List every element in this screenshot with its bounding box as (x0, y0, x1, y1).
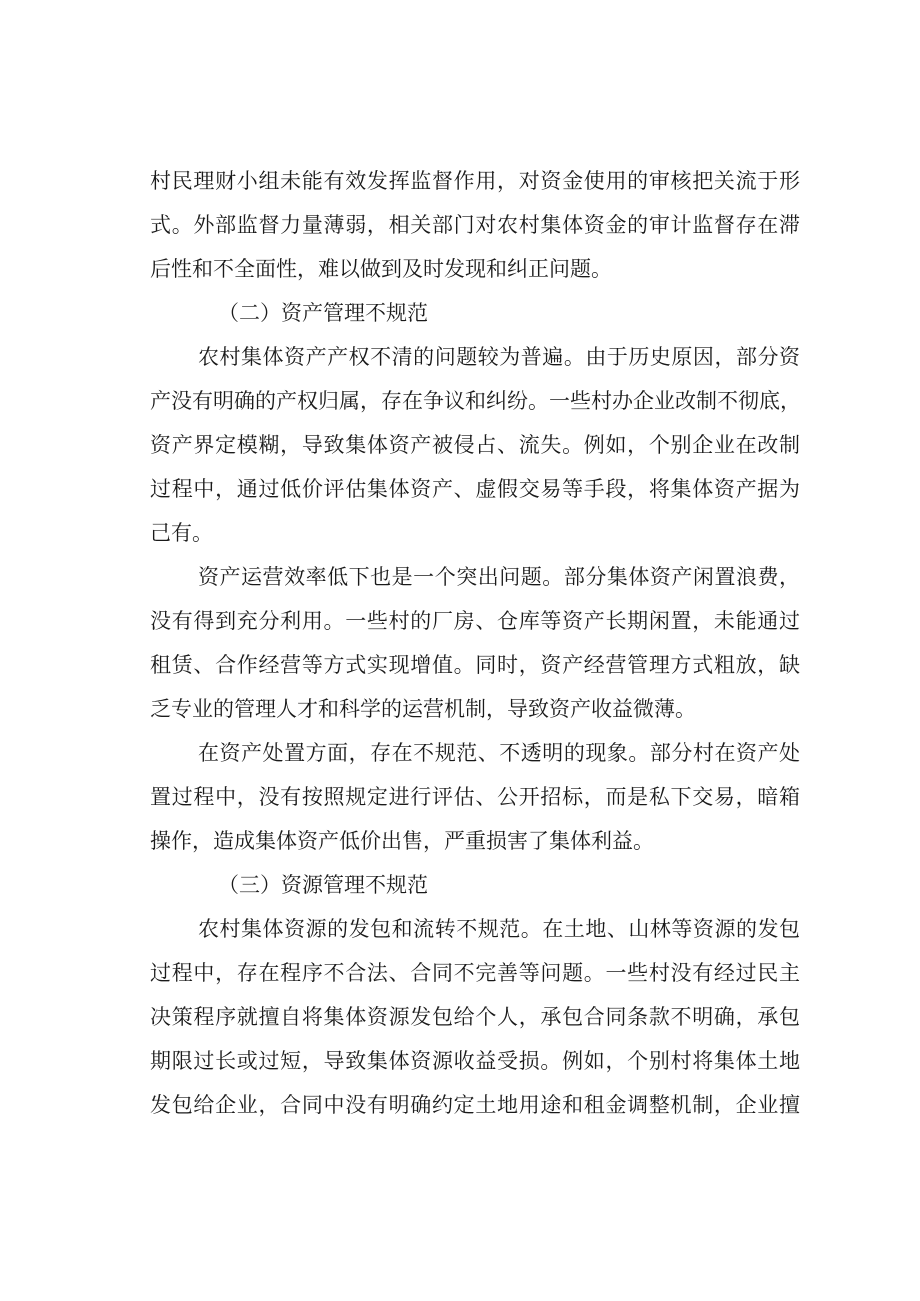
text-line: 村民理财小组未能有效发挥监督作用，对资金使用的审核把关流于形 (150, 169, 800, 193)
text-line: 在资产处置方面，存在不规范、不透明的现象。部分村在资产处 (198, 741, 800, 765)
text-line: 置过程中，没有按照规定进行评估、公开招标，而是私下交易，暗箱 (150, 785, 800, 809)
text-line: 农村集体资产产权不清的问题较为普遍。由于历史原因，部分资 (198, 345, 800, 369)
text-line: 发包给企业，合同中没有明确约定土地用途和租金调整机制，企业擅 (150, 1093, 800, 1117)
text-line: 农村集体资源的发包和流转不规范。在土地、山林等资源的发包 (198, 917, 800, 941)
text-line: 产没有明确的产权归属，存在争议和纠纷。一些村办企业改制不彻底， (150, 389, 801, 413)
section-heading: （二）资产管理不规范 (218, 301, 428, 325)
text-line: 期限过长或过短，导致集体资源收益受损。例如，个别村将集体土地 (150, 1049, 800, 1073)
text-line: 己有。 (150, 521, 213, 545)
text-line: 后性和不全面性，难以做到及时发现和纠正问题。 (150, 257, 612, 281)
text-line: 没有得到充分利用。一些村的厂房、仓库等资产长期闲置，未能通过 (150, 609, 800, 633)
text-line: 租赁、合作经营等方式实现增值。同时，资产经营管理方式粗放，缺 (150, 653, 800, 677)
text-line: 操作，造成集体资产低价出售，严重损害了集体利益。 (150, 829, 654, 853)
section-heading: （三）资源管理不规范 (218, 873, 428, 897)
text-line: 资产界定模糊，导致集体资产被侵占、流失。例如，个别企业在改制 (150, 433, 800, 457)
text-line: 资产运营效率低下也是一个突出问题。部分集体资产闲置浪费， (198, 565, 800, 589)
text-line: 过程中，存在程序不合法、合同不完善等问题。一些村没有经过民主 (150, 961, 800, 985)
text-line: 式。外部监督力量薄弱，相关部门对农村集体资金的审计监督存在滞 (150, 213, 800, 237)
text-line: 决策程序就擅自将集体资源发包给个人，承包合同条款不明确，承包 (150, 1005, 800, 1029)
text-line: 过程中，通过低价评估集体资产、虚假交易等手段，将集体资产据为 (150, 477, 800, 501)
text-line: 乏专业的管理人才和科学的运营机制，导致资产收益微薄。 (150, 697, 696, 721)
